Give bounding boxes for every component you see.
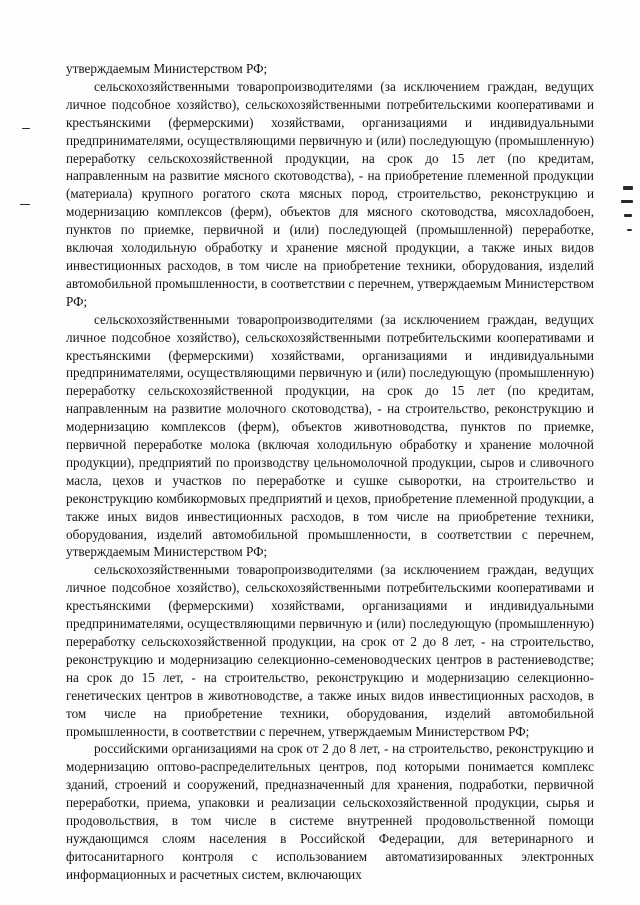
paragraph-wholesale-centers: российскими организациями на срок от 2 до 8 лет, - на строительство, реконструкцию и модернизацию оптово-распределительных центров, под которыми понимается комплекс зданий, строений и сооружений, предназначенный для хранения, подработки, первичной переработки, приема, упаковки и реализации сельскохозяйственной продукции, сырья и продовольствия, в том числе в системе внутренней продовольственной помощи нуждающимся слоям населения в Российской Федерации, для ветеринарного и фитосанитарного контроля с использованием автоматизированных электронных информационных и расчетных систем, включающих [66,741,594,882]
scan-mark-left-1 [22,128,30,129]
paragraph-dairy-cattle: сельскохозяйственными товаропроизводителями (за исключением граждан, ведущих личное подсобное хозяйство), сельскохозяйственными потребительскими кооперативами и крестьянскими (фермерскими) хозяйствами, организациями и индивидуальными предпринимателями, осуществляющими первичную и (или) последующую (промышленную) переработку сельскохозяйственной продукции, на срок до 15 лет (по кредитам, направленным на развитие молочного скотоводства), - на строительство, реконструкцию и модернизацию комплексов (ферм), объектов животноводства, пунктов по приемке, первичной переработке молока (включая холодильную обработку и хранение молочной продукции), предприятий по производству цельномолочной продукции, сыров и сливочного масла, цехов и участков по переработке и сушке сыворотки, на строительство и реконструкцию комбикормовых предприятий и цехов, приобретение племенной продукции, а также иных видов инвестиционных расходов, в том числе на приобретение техники, оборудования, изделий автомобильной промышленности, в соответствии с перечнем, утверждаемым Министерством РФ; [66,311,594,560]
paragraph-continuation: утверждаемым Министерством РФ; [66,61,268,76]
scan-mark-right-1 [623,186,633,190]
scan-mark-left-2 [20,204,30,205]
paragraph-meat-cattle: сельскохозяйственными товаропроизводителями (за исключением граждан, ведущих личное подсобное хозяйство), сельскохозяйственными потребительскими кооперативами и крестьянскими (фермерскими) хозяйствами, организациями и индивидуальными предпринимателями, осуществляющими первичную и (или) последующую (промышленную) переработку сельскохозяйственной продукции, на срок до 15 лет (по кредитам, направленным на развитие мясного скотоводства), - на приобретение племенной продукции (материала) крупного рогатого скота мясных пород, строительство, реконструкцию и модернизацию комплексов (ферм), объектов для мясного скотоводства, мясохладобоен, пунктов по приемке, первичной и (или) последующей (промышленной) переработке, включая холодильную обработку и хранение мясной продукции, а также иных видов инвестиционных расходов, в том числе на приобретение техники, оборудования, изделий автомобильной промышленности, в соответствии с перечнем, утверждаемым Министерством РФ; [66,78,594,309]
scan-mark-right-3 [624,214,632,217]
document-body [66,60,594,884]
paragraph-breeding-centers: сельскохозяйственными товаропроизводителями (за исключением граждан, ведущих личное подсобное хозяйство), сельскохозяйственными потребительскими кооперативами и крестьянскими (фермерскими) хозяйствами, организациями и индивидуальными предпринимателями, осуществляющими первичную и (или) последующую (промышленную) переработку сельскохозяйственной продукции, на срок от 2 до 8 лет, - на строительство, реконструкцию и модернизацию селекционно-семеноводческих центров в растениеводстве; на срок до 15 лет, - на строительство, реконструкцию и модернизацию селекционно-генетических центров в животноводстве, а также иных видов инвестиционных расходов, в том числе на приобретение техники, оборудования, изделий автомобильной промышленности, в соответствии с перечнем, утверждаемым Министерством РФ; [66,562,594,739]
scan-mark-right-4 [627,229,632,231]
scan-mark-right-2 [621,200,633,203]
